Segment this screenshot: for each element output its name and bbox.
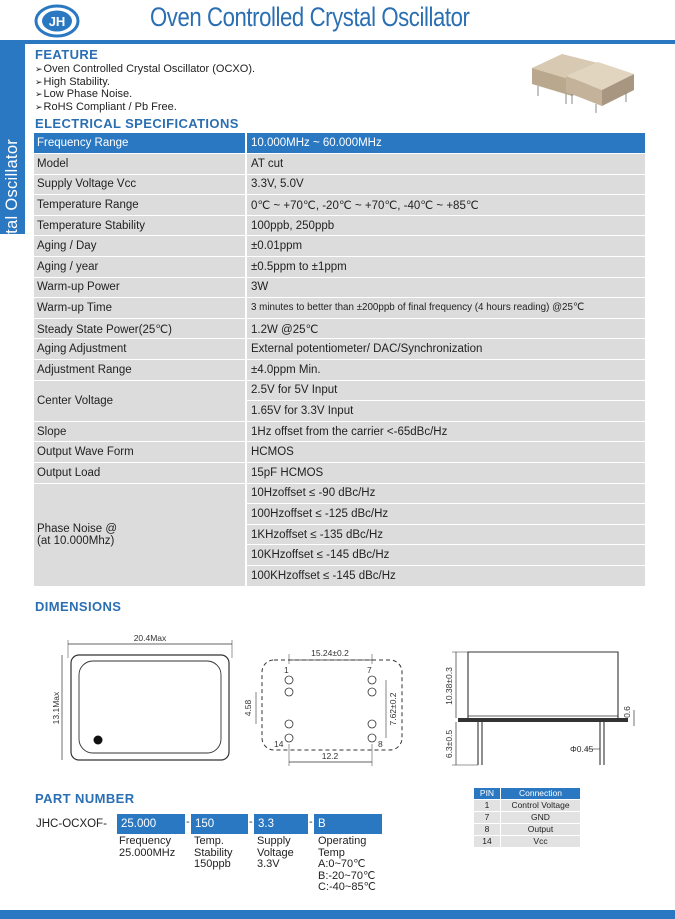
part-dash: -	[186, 816, 190, 828]
spec-label: Aging / Day	[34, 236, 245, 257]
spec-row-aging-year	[34, 257, 645, 278]
part-desc-stability: Temp. Stability 150ppb	[194, 835, 233, 870]
dim-pin-span-x: 15.24±0.2	[311, 648, 349, 658]
part-desc-temp: Operating Temp A:0~70℃ B:-20~70℃ C:-40~85℃	[318, 835, 376, 893]
spec-value: External potentiometer/ DAC/Synchronization	[247, 339, 645, 360]
spec-row-warmup-power	[34, 278, 645, 299]
dim-pin-span-y: 4.58	[243, 699, 253, 717]
part-field-stability: 150	[191, 814, 248, 834]
side-tab	[0, 44, 25, 269]
spec-label: Warm-up Power	[34, 278, 245, 299]
spec-label: Warm-up Time	[34, 298, 245, 319]
spec-label: Temperature Stability	[34, 216, 245, 237]
spec-row-model	[34, 154, 645, 175]
spec-value: 1.65V for 3.3V Input	[247, 401, 645, 422]
spec-value: 100ppb, 250ppb	[247, 216, 645, 237]
pin-table-row: 1 Control Voltage	[474, 800, 580, 811]
spec-value: 1.2W @25℃	[247, 319, 645, 340]
spec-label: Steady State Power(25℃)	[34, 319, 245, 340]
page-header	[0, 0, 675, 46]
spec-label: Model	[34, 154, 245, 175]
part-desc-voltage: Supply Voltage 3.3V	[257, 835, 294, 870]
spec-row-output-wave-form	[34, 442, 645, 463]
dim-top-height: 13.1Max	[51, 691, 61, 725]
top-view	[62, 640, 232, 760]
spec-label: Adjustment Range	[34, 360, 245, 381]
pin-table-row: 7 GND	[474, 812, 580, 823]
specs-heading: ELECTRICAL SPECIFICATIONS	[35, 116, 239, 131]
spec-row-aging-day	[34, 236, 645, 257]
part-field-frequency: 25.000	[117, 814, 185, 834]
logo-text: JH	[48, 14, 66, 29]
spec-row-adjustment-range	[34, 360, 645, 381]
spec-row-aging-adjustment	[34, 339, 645, 360]
spec-label: Aging / year	[34, 257, 245, 278]
page-title: Oven Controlled Crystal Oscillator	[150, 2, 470, 32]
spec-value: AT cut	[247, 154, 645, 175]
part-number-heading: PART NUMBER	[35, 791, 135, 806]
spec-row-steady-state-power	[34, 319, 645, 340]
part-desc-frequency: Frequency 25.000MHz	[119, 835, 176, 859]
spec-label: Temperature Range	[34, 195, 245, 216]
header-rule	[0, 40, 675, 44]
spec-value: ±4.0ppm Min.	[247, 360, 645, 381]
spec-value: 100KHzoffset ≤ -145 dBc/Hz	[247, 566, 645, 587]
spec-value: 3W	[247, 278, 645, 299]
spec-row-slope	[34, 422, 645, 443]
feature-heading: FEATURE	[35, 47, 99, 62]
pin-label-1: 1	[284, 665, 289, 675]
spec-row-phase-noise	[34, 484, 645, 587]
spec-label: Supply Voltage Vcc	[34, 175, 245, 196]
feature-item: ➢ Low Phase Noise.	[35, 88, 255, 101]
pin-table-row: 14 Vcc	[474, 836, 580, 847]
spec-value: 3.3V, 5.0V	[247, 175, 645, 196]
spec-row-output-load	[34, 463, 645, 484]
pin-label-14: 14	[274, 739, 284, 749]
spec-value: 3 minutes to better than ±200ppb of final frequency (4 hours reading) @25℃	[247, 298, 645, 319]
feature-list	[35, 63, 255, 113]
spec-label: Output Load	[34, 463, 245, 484]
pin-table	[474, 788, 580, 847]
spec-value: HCMOS	[247, 442, 645, 463]
dim-standoff: 0.6	[622, 706, 632, 718]
dim-pin-length: 6.3±0.5	[444, 729, 454, 759]
dimensions-heading: DIMENSIONS	[35, 599, 122, 614]
spec-value: 10KHzoffset ≤ -145 dBc/Hz	[247, 545, 645, 566]
spec-row-warmup-time	[34, 298, 645, 319]
spec-value: ±0.5ppm to ±1ppm	[247, 257, 645, 278]
spec-row-temperature-range	[34, 195, 645, 216]
footer-bar	[0, 910, 675, 919]
spec-label: Slope	[34, 422, 245, 443]
pin-table-header: PIN Connection	[474, 788, 580, 799]
spec-value: 15pF HCMOS	[247, 463, 645, 484]
part-field-voltage: 3.3	[254, 814, 308, 834]
spec-row-temperature-stability	[34, 216, 645, 237]
side-view	[452, 652, 634, 765]
part-dash: -	[249, 816, 253, 828]
spec-label: Phase Noise @ (at 10.000Mhz)	[34, 484, 245, 587]
spec-value: 10.000MHz ~ 60.000MHz	[247, 133, 645, 154]
product-photo	[526, 46, 636, 114]
spec-value: 2.5V for 5V Input	[247, 381, 645, 402]
spec-row-center-voltage	[34, 381, 645, 422]
spec-label: Frequency Range	[34, 133, 245, 154]
company-logo	[34, 4, 80, 38]
dim-body-height: 10.38±0.3	[444, 667, 454, 705]
feature-item: ➢ Oven Controlled Crystal Oscillator (OCXO).	[35, 63, 255, 76]
part-dash: -	[309, 816, 313, 828]
dim-pin-diameter: Φ0.45	[570, 744, 594, 754]
part-number-prefix: JHC-OCXOF-	[36, 818, 107, 830]
bottom-view	[256, 654, 402, 766]
spec-value: 0℃ ~ +70℃, -20℃ ~ +70℃, -40℃ ~ +85℃	[247, 195, 645, 216]
side-tab-label: Crystal Oscillator	[3, 138, 21, 269]
spec-value: 100Hzoffset ≤ -125 dBc/Hz	[247, 504, 645, 525]
feature-item: ➢ RoHS Compliant / Pb Free.	[35, 101, 255, 114]
spec-label: Output Wave Form	[34, 442, 245, 463]
spec-label: Center Voltage	[34, 381, 245, 422]
spec-value: 1Hz offset from the carrier <-65dBc/Hz	[247, 422, 645, 443]
pin-label-8: 8	[378, 739, 383, 749]
spec-value: 10Hzoffset ≤ -90 dBc/Hz	[247, 484, 645, 505]
spec-row-supply-voltage	[34, 175, 645, 196]
dimensions-drawing	[34, 630, 654, 780]
spec-value: 1KHzoffset ≤ -135 dBc/Hz	[247, 525, 645, 546]
part-field-temp: B	[314, 814, 382, 834]
pin-table-row: 8 Output	[474, 824, 580, 835]
spec-value: ±0.01ppm	[247, 236, 645, 257]
spec-label: Aging Adjustment	[34, 339, 245, 360]
dim-pin-span-x2: 12.2	[321, 751, 339, 761]
feature-item: ➢ High Stability.	[35, 76, 255, 89]
dim-top-width: 20.4Max	[133, 633, 167, 643]
pin-label-7: 7	[367, 665, 372, 675]
dim-pin-span-y2: 7.62±0.2	[388, 692, 398, 726]
spec-row-frequency-range	[34, 133, 645, 154]
